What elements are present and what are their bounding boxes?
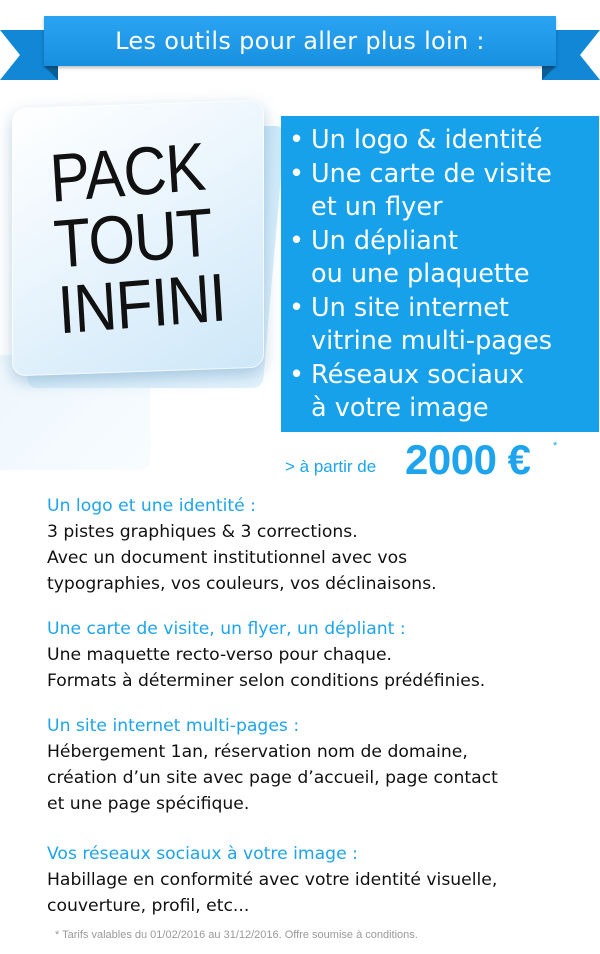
section-line: typographies, vos couleurs, vos déclinaisons. [47, 574, 437, 594]
pack-title-line: TOUT [51, 194, 215, 283]
feature-line: Un site internet [311, 292, 509, 323]
banner-title: Les outils pour aller plus loin : [115, 27, 485, 55]
feature-line: Une carte de visite [311, 158, 552, 189]
pack-title [47, 128, 245, 349]
section-line: Habillage en conformité avec votre identité visuelle, [47, 870, 498, 890]
banner-ribbon [44, 16, 556, 66]
price-value: 2000 € [405, 436, 531, 483]
feature-line: vitrine multi-pages [311, 326, 553, 356]
feature-list [287, 124, 552, 426]
feature-item [287, 158, 552, 225]
feature-line: Réseaux sociaux [311, 359, 525, 390]
section-line: Une maquette recto-verso pour chaque. [47, 645, 393, 665]
feature-item [287, 225, 552, 292]
section-heading: Une carte de visite, un flyer, un dépliant : [47, 619, 406, 639]
section-logo [47, 493, 437, 597]
section-website [47, 713, 498, 817]
pack-title-line: PACK [47, 128, 207, 217]
feature-item [287, 359, 552, 426]
section-line: 3 pistes graphiques & 3 corrections. [47, 522, 358, 542]
section-line: Formats à déterminer selon conditions prédéfinies. [47, 671, 486, 691]
feature-line: Un dépliant [311, 225, 458, 256]
section-line: et une page spécifique. [47, 794, 250, 814]
footnote: * Tarifs valables du 01/02/2016 au 31/12/2016. Offre soumise à conditions. [55, 929, 418, 941]
feature-line: et un flyer [311, 192, 443, 222]
section-line: Avec un document institutionnel avec vos [47, 548, 408, 568]
price-prefix: > à partir de [285, 457, 377, 476]
feature-line: ou une plaquette [311, 259, 530, 289]
section-heading: Un site internet multi-pages : [47, 716, 300, 736]
feature-line: Un logo & identité [311, 125, 543, 155]
feature-box [281, 116, 599, 432]
feature-line: à votre image [311, 393, 489, 423]
pack-title-line: INFINI [55, 259, 228, 349]
feature-item [287, 124, 552, 158]
section-line: couverture, profil, etc... [47, 896, 250, 916]
section-line: Hébergement 1an, réservation nom de domaine, [47, 742, 468, 762]
price-note-mark: * [553, 440, 558, 452]
section-heading: Vos réseaux sociaux à votre image : [47, 844, 358, 864]
section-heading: Un logo et une identité : [47, 496, 256, 516]
section-line: création d’un site avec page d’accueil, page contact [47, 768, 498, 788]
section-print [47, 616, 485, 694]
section-social [47, 841, 497, 919]
feature-item [287, 292, 552, 359]
